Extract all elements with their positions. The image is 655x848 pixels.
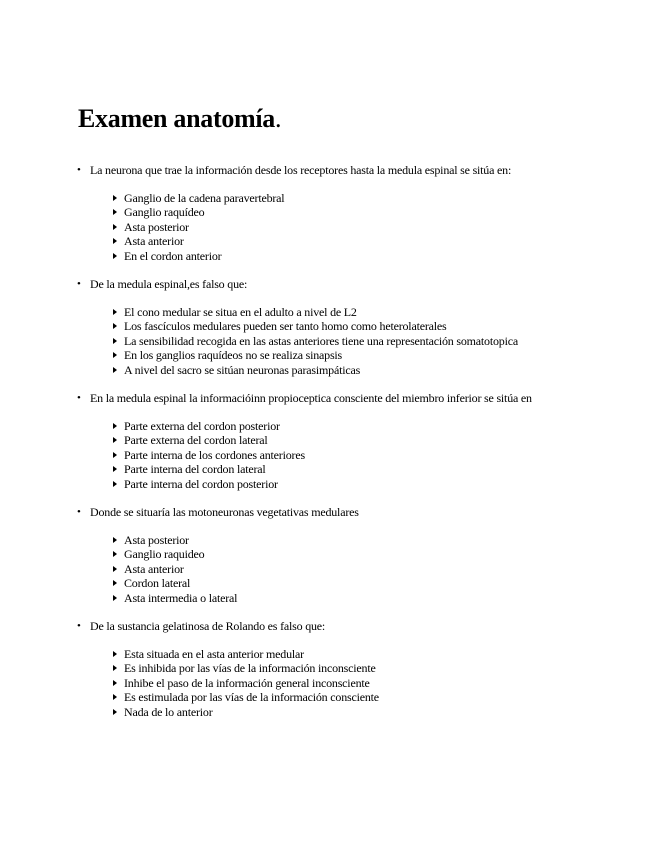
- arrow-bullet-icon: [113, 224, 117, 230]
- option-text: A nivel del sacro se sitúan neuronas parasimpáticas: [124, 362, 361, 377]
- title-text: Examen anatomía: [78, 104, 276, 133]
- option-item: [0, 591, 655, 605]
- arrow-bullet-icon: [113, 437, 117, 443]
- question-stem: La neurona que trae la información desde los receptores hasta la medula espinal se sitúa en:: [90, 163, 512, 177]
- option-text: Parte externa del cordon lateral: [124, 433, 268, 448]
- option-text: Asta intermedia o lateral: [124, 590, 238, 605]
- question-stem: Donde se situaría las motoneuronas vegetativas medulares: [90, 505, 359, 519]
- option-text: La sensibilidad recogida en las astas anteriores tiene una representación somatotopica: [124, 333, 518, 348]
- option-text: Asta posterior: [124, 219, 189, 234]
- arrow-bullet-icon: [113, 309, 117, 315]
- option-text: Ganglio raquídeo: [124, 205, 205, 220]
- option-item: [0, 220, 655, 234]
- arrow-bullet-icon: [113, 566, 117, 572]
- arrow-bullet-icon: [113, 338, 117, 344]
- question-bullet-icon: •: [77, 392, 81, 404]
- arrow-bullet-icon: [113, 367, 117, 373]
- option-item: [0, 234, 655, 248]
- option-item: [0, 661, 655, 675]
- option-item: [0, 305, 655, 319]
- option-text: Es estimulada por las vías de la información consciente: [124, 690, 379, 705]
- option-text: Cordon lateral: [124, 576, 191, 591]
- arrow-bullet-icon: [113, 466, 117, 472]
- arrow-bullet-icon: [113, 452, 117, 458]
- option-item: [0, 690, 655, 704]
- option-text: Parte interna de los cordones anteriores: [124, 447, 305, 462]
- option-text: En el cordon anterior: [124, 248, 222, 263]
- arrow-bullet-icon: [113, 580, 117, 586]
- option-list: [0, 647, 655, 719]
- option-text: Asta anterior: [124, 234, 184, 249]
- option-text: Parte interna del cordon posterior: [124, 476, 278, 491]
- option-text: Los fascículos medulares pueden ser tanto homo como heterolaterales: [124, 319, 447, 334]
- option-item: [0, 576, 655, 590]
- option-list: [0, 533, 655, 605]
- option-item: [0, 319, 655, 333]
- arrow-bullet-icon: [113, 709, 117, 715]
- option-text: Inhibe el paso de la información general inconsciente: [124, 675, 370, 690]
- arrow-bullet-icon: [113, 651, 117, 657]
- arrow-bullet-icon: [113, 323, 117, 329]
- option-text: Nada de lo anterior: [124, 704, 213, 719]
- option-item: [0, 205, 655, 219]
- arrow-bullet-icon: [113, 537, 117, 543]
- option-item: [0, 676, 655, 690]
- option-text: Asta anterior: [124, 561, 184, 576]
- question-bullet-icon: •: [77, 506, 81, 518]
- option-item: [0, 334, 655, 348]
- title-period: .: [275, 104, 282, 133]
- option-text: Parte interna del cordon lateral: [124, 462, 266, 477]
- option-item: [0, 419, 655, 433]
- question-stem: De la medula espinal,es falso que:: [90, 277, 248, 291]
- question-bullet-icon: •: [77, 620, 81, 632]
- option-list: [0, 305, 655, 377]
- option-item: [0, 448, 655, 462]
- option-item: [0, 363, 655, 377]
- arrow-bullet-icon: [113, 352, 117, 358]
- option-item: [0, 647, 655, 661]
- option-list: [0, 419, 655, 491]
- arrow-bullet-icon: [113, 238, 117, 244]
- option-text: Ganglio de la cadena paravertebral: [124, 191, 285, 205]
- option-item: [0, 462, 655, 476]
- arrow-bullet-icon: [113, 481, 117, 487]
- option-text: Parte externa del cordon posterior: [124, 419, 280, 433]
- option-text: El cono medular se situa en el adulto a nivel de L2: [124, 305, 357, 319]
- option-text: Esta situada en el asta anterior medular: [124, 647, 304, 661]
- option-item: [0, 477, 655, 491]
- option-text: Asta posterior: [124, 533, 189, 547]
- option-item: [0, 191, 655, 205]
- question-bullet-icon: •: [77, 164, 81, 176]
- arrow-bullet-icon: [113, 680, 117, 686]
- option-item: [0, 249, 655, 263]
- arrow-bullet-icon: [113, 209, 117, 215]
- option-text: Ganglio raquideo: [124, 547, 205, 562]
- option-item: [0, 705, 655, 719]
- option-text: En los ganglios raquídeos no se realiza sinapsis: [124, 348, 343, 363]
- option-item: [0, 562, 655, 576]
- option-text: Es inhibida por las vías de la información inconsciente: [124, 661, 376, 676]
- arrow-bullet-icon: [113, 551, 117, 557]
- arrow-bullet-icon: [113, 595, 117, 601]
- option-item: [0, 533, 655, 547]
- arrow-bullet-icon: [113, 195, 117, 201]
- question-bullet-icon: •: [77, 278, 81, 290]
- arrow-bullet-icon: [113, 694, 117, 700]
- option-item: [0, 348, 655, 362]
- arrow-bullet-icon: [113, 423, 117, 429]
- arrow-bullet-icon: [113, 253, 117, 259]
- option-item: [0, 433, 655, 447]
- arrow-bullet-icon: [113, 665, 117, 671]
- option-item: [0, 547, 655, 561]
- option-list: [0, 191, 655, 263]
- question-stem: En la medula espinal la informacióinn propioceptica consciente del miembro inferior se sitúa en: [90, 391, 532, 405]
- question-stem: De la sustancia gelatinosa de Rolando es falso que:: [90, 619, 326, 633]
